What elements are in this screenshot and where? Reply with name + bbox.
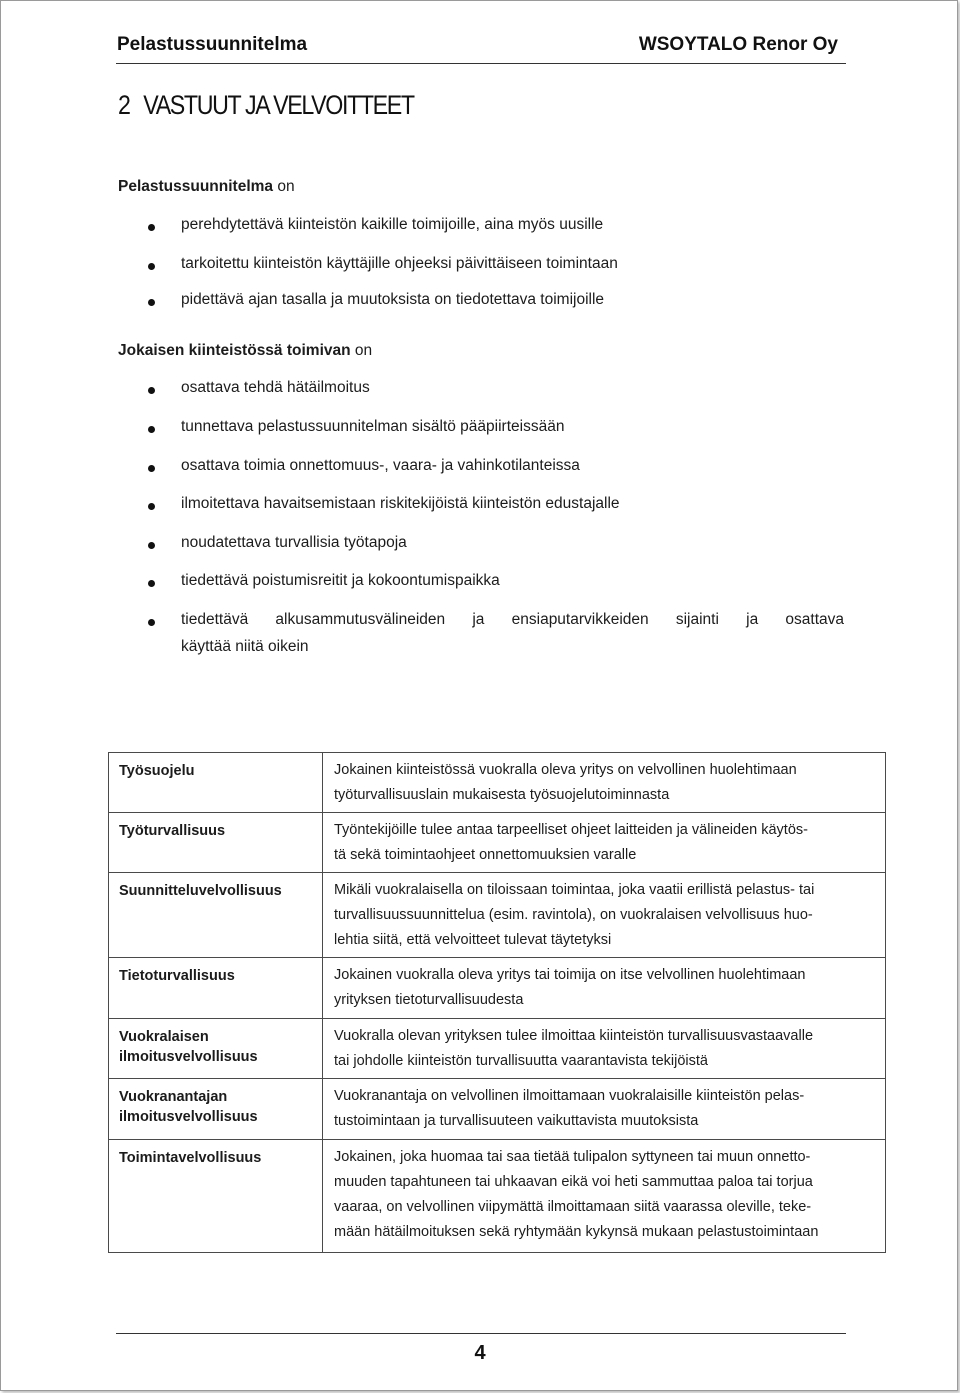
footer-divider [116,1333,846,1334]
header-document-title: Pelastussuunnitelma [117,34,308,55]
description-line: turvallisuussuunnittelua (esim. ravintola), on vuokralaisen velvollisuus huo- [334,907,813,923]
description-line: työturvallisuuslain mukaisesta työsuojelutoiminnasta [334,787,670,803]
bullet-dot-icon [148,224,155,231]
intro-everyone-rest: on [350,342,373,359]
table-row [109,1019,886,1079]
table-term: Suunnitteluvelvollisuus [109,873,323,958]
table-description [323,753,886,813]
description-line: yrityksen tietoturvallisuudesta [334,992,524,1008]
description-line: vaaraa, on velvollinen viipymättä ilmoittamaan siitä vaarassa oleville, teke- [334,1199,812,1215]
description-line: Jokainen kiinteistössä vuokralla oleva yritys on velvollinen huolehtimaan [334,762,797,778]
bullet-dot-icon [148,580,155,587]
bullet-dot-icon [148,542,155,549]
description-line: tä sekä toimintaohjeet onnettomuuksien varalle [334,847,637,863]
bullet-dot-icon [148,503,155,510]
list-item: pidettävä ajan tasalla ja muutoksista on tiedotettava toimijoille [181,291,605,308]
intro-plan-rest: on [273,178,295,195]
table-row [109,873,886,958]
table-description [323,813,886,873]
page-header [116,34,846,64]
intro-everyone-bold: Jokaisen kiinteistössä toimivan [118,342,351,359]
table-term: Toimintavelvollisuus [109,1140,323,1253]
list-item: tiedettävä alkusammutusvälineiden ja ensiaputarvikkeiden sijainti ja osattava [181,611,844,628]
table-term: Työturvallisuus [109,813,323,873]
table-description [323,873,886,958]
table-term: Tietoturvallisuus [109,958,323,1019]
bullet-dot-icon [148,426,155,433]
description-line: muuden tapahtuneen tai uhkaavan eikä voi heti sammuttaa paloa tai torjua [334,1174,813,1190]
table-description [323,1079,886,1140]
table-description [323,958,886,1019]
intro-paragraph-plan [118,178,295,196]
description-line: Työntekijöille tulee antaa tarpeelliset ohjeet laitteiden ja välineiden käytös- [334,822,808,838]
intro-paragraph-everyone [118,342,372,360]
table-row [109,813,886,873]
description-line: lehtia siitä, että velvoitteet tulevat täytetyksi [334,932,612,948]
list-item: tiedettävä poistumisreitit ja kokoontumispaikka [181,572,500,589]
bullet-dot-icon [148,299,155,306]
bullet-dot-icon [148,263,155,270]
list-item: osattava toimia onnettomuus-, vaara- ja vahinkotilanteissa [181,457,580,474]
description-line: Mikäli vuokralaisella on tiloissaan toimintaa, joka vaatii erillistä pelastus- tai [334,882,815,898]
section-title: VASTUUT JA VELVOITTEET [143,90,414,120]
list-item: osattava tehdä hätäilmoitus [181,379,370,396]
list-item-continuation: käyttää niitä oikein [181,638,309,655]
table-row [109,1140,886,1253]
table-term: Työsuojelu [109,753,323,813]
description-line: tustoimintaan ja turvallisuuteen vaikuttavista muutoksista [334,1113,699,1129]
section-heading [118,90,414,121]
list-item: ilmoitettava havaitsemistaan riskitekijöistä kiinteistön edustajalle [181,495,620,512]
list-item: noudatettava turvallisia työtapoja [181,534,407,551]
table-term: Vuokranantajan ilmoitusvelvollisuus [109,1079,323,1140]
table-row [109,958,886,1019]
page-number: 4 [474,1342,486,1364]
header-company-name: WSOYTALO Renor Oy [638,34,838,55]
bullet-dot-icon [148,619,155,626]
description-line: Vuokranantaja on velvollinen ilmoittamaan vuokralaisille kiinteistön pelas- [334,1088,805,1104]
section-number: 2 [118,90,130,120]
intro-plan-bold: Pelastussuunnitelma [118,178,274,195]
list-item: perehdytettävä kiinteistön kaikille toimijoille, aina myös uusille [181,216,604,233]
description-line: Jokainen, joka huomaa tai saa tietää tulipalon syttyneen tai muun onnetto- [334,1149,811,1165]
bullet-dot-icon [148,465,155,472]
table-row [109,1079,886,1140]
table-description [323,1140,886,1253]
list-item: tarkoitettu kiinteistön käyttäjille ohjeeksi päivittäiseen toimintaan [181,255,618,272]
responsibilities-table [108,752,886,1253]
table-term: Vuokralaisen ilmoitusvelvollisuus [109,1019,323,1079]
description-line: tai johdolle kiinteistön turvallisuutta vaarantavista tekijöistä [334,1053,708,1069]
table-row [109,753,886,813]
description-line: mään hätäilmoituksen sekä ryhtymään kykynsä mukaan pelastustoimintaan [334,1224,819,1240]
table-description [323,1019,886,1079]
description-line: Vuokralla olevan yrityksen tulee ilmoittaa kiinteistön turvallisuusvastaavalle [334,1028,814,1044]
list-item: tunnettava pelastussuunnitelman sisältö pääpiirteissään [181,418,565,435]
description-line: Jokainen vuokralla oleva yritys tai toimija on itse velvollinen huolehtimaan [334,967,806,983]
bullet-dot-icon [148,387,155,394]
